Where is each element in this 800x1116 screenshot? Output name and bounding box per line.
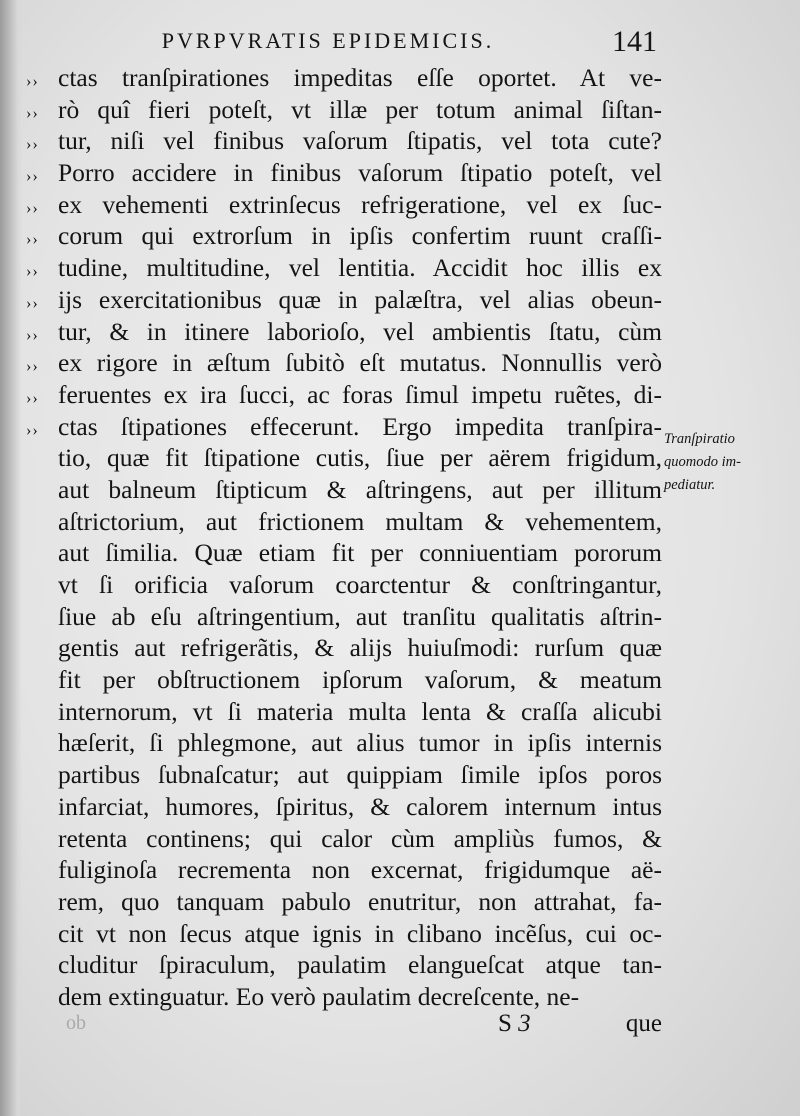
- quotation-mark: ››: [26, 294, 39, 312]
- text-line: [22, 443, 662, 475]
- line-text: tur, niſi vel finibus vaſorum ſtipatis, vel tota cute?: [58, 126, 662, 156]
- line-text: retenta continens; qui calor cùm ampliùs fumos, &: [58, 823, 662, 853]
- line-text: infarciat, humores, ſpiritus, & calorem internum intus: [58, 791, 662, 821]
- line-text: cluditur ſpiraculum, paulatim elangueſcat atque tan-: [58, 950, 662, 980]
- text-line: [22, 538, 662, 570]
- text-line: [22, 919, 662, 951]
- marginal-note: [664, 428, 794, 497]
- signature-letter: S: [498, 1010, 512, 1037]
- line-text: rò quî fieri poteſt, vt illæ per totum animal ſiſtan-: [58, 94, 662, 124]
- body-text: [22, 63, 662, 1014]
- quotation-mark: ››: [26, 326, 39, 344]
- line-text: partibus ſubnaſcatur; aut quippiam ſimile ipſos poros: [58, 760, 662, 790]
- line-text: Porro accidere in finibus vaſorum ſtipatio poteſt, vel: [58, 158, 662, 188]
- line-text: cit vt non ſecus atque ignis in clibano incẽſus, cui oc-: [58, 918, 662, 948]
- line-text: ctas ſtipationes effecerunt. Ergo impedita tranſpira-: [58, 411, 662, 441]
- catchword: que: [625, 1010, 662, 1037]
- text-line: [22, 190, 662, 222]
- line-text: aut balneum ſtipticum & aſtringens, aut per illitum: [58, 474, 662, 504]
- text-line: [22, 665, 662, 697]
- text-line: [22, 507, 662, 539]
- text-line: [22, 221, 662, 253]
- quotation-mark: ››: [26, 104, 39, 122]
- line-text: aſtrictorium, aut frictionem multam & vehementem,: [58, 506, 662, 536]
- page-number: 141: [612, 25, 657, 58]
- quotation-mark: ››: [26, 389, 39, 407]
- line-text: tudine, multitudine, vel lentitia. Accidit hoc illis ex: [58, 253, 662, 283]
- text-line: [22, 380, 662, 412]
- text-line: [22, 950, 662, 982]
- text-line: [22, 570, 662, 602]
- text-line: [22, 285, 662, 317]
- line-text: aut ſimilia. Quæ etiam fit per conniuentiam pororum: [58, 538, 662, 568]
- line-text: corum qui extrorſum in ipſis confertim ruunt craſſi-: [58, 221, 662, 251]
- line-text: internorum, vt ſi materia multa lenta & craſſa alicubi: [58, 696, 662, 726]
- text-line: [22, 824, 662, 856]
- quotation-mark: ››: [26, 358, 39, 376]
- text-line: [22, 728, 662, 760]
- text-line: [22, 697, 662, 729]
- text-line: [22, 412, 662, 444]
- bleed-through-text: ob: [66, 1012, 86, 1034]
- line-text: hæſerit, ſi phlegmone, aut alius tumor in ipſis internis: [58, 728, 662, 758]
- text-line: [22, 253, 662, 285]
- line-text: fuliginoſa recrementa non excernat, frigidumque aë-: [58, 855, 662, 885]
- text-line: [22, 126, 662, 158]
- line-text: gentis aut refrigerãtis, & alijs huiuſmodi: rurſum quæ: [58, 633, 662, 663]
- line-text: vt ſi orificia vaſorum coarctentur & conſtringantur,: [58, 570, 662, 599]
- quotation-mark: ››: [26, 421, 39, 439]
- marginal-note-line: Tranſpiratio: [664, 431, 735, 447]
- signature-mark: [498, 1010, 531, 1038]
- running-head: PVRPVRATIS EPIDEMICIS.: [161, 28, 495, 53]
- quotation-mark: ››: [26, 231, 39, 249]
- page-footer: [58, 1010, 662, 1044]
- signature-number: 3: [518, 1010, 531, 1037]
- text-line: [22, 348, 662, 380]
- text-line: [22, 602, 662, 634]
- text-line: [22, 317, 662, 349]
- quotation-mark: ››: [26, 263, 39, 281]
- line-text: fit per obſtructionem ipſorum vaſorum, & meatum: [58, 665, 662, 695]
- text-line: [22, 633, 662, 665]
- text-line: [22, 982, 662, 1014]
- line-text: tur, & in itinere laborioſo, vel ambientis ſtatu, cùm: [58, 316, 662, 346]
- line-text: ijs exercitationibus quæ in palæſtra, vel alias obeun-: [58, 284, 662, 314]
- marginal-note-line: quomodo im-: [664, 454, 741, 470]
- gutter-shadow: [0, 0, 22, 1116]
- line-text: rem, quo tanquam pabulo enutritur, non attrahat, fa-: [58, 886, 662, 916]
- text-line: [22, 95, 662, 127]
- quotation-mark: ››: [26, 136, 39, 154]
- text-line: [22, 792, 662, 824]
- line-text: ex rigore in æſtum ſubitò eſt mutatus. Nonnullis verò: [58, 348, 662, 378]
- text-line: [22, 760, 662, 792]
- marginal-note-line: pediatur.: [664, 477, 716, 493]
- quotation-mark: ››: [26, 168, 39, 186]
- line-text: ctas tranſpirationes impeditas eſſe oportet. At ve-: [58, 63, 662, 92]
- line-text: ſiue ab eſu aſtringentium, aut tranſitu qualitatis aſtrin-: [58, 601, 662, 631]
- quotation-mark: ››: [26, 73, 39, 90]
- quotation-mark: ››: [26, 199, 39, 217]
- text-line: [22, 887, 662, 919]
- text-line: [22, 855, 662, 887]
- line-text: tio, quæ fit ſtipatione cutis, ſiue per aërem frigidum,: [58, 443, 662, 473]
- line-text: dem extinguatur. Eo verò paulatim decreſcente, ne-: [58, 981, 580, 1011]
- text-line: [22, 475, 662, 507]
- text-line: [22, 63, 662, 95]
- text-line: [22, 158, 662, 190]
- line-text: feruentes ex ira ſucci, ac foras ſimul impetu ruẽtes, di-: [58, 379, 662, 409]
- line-text: ex vehementi extrinſecus refrigeratione, vel ex ſuc-: [58, 189, 662, 219]
